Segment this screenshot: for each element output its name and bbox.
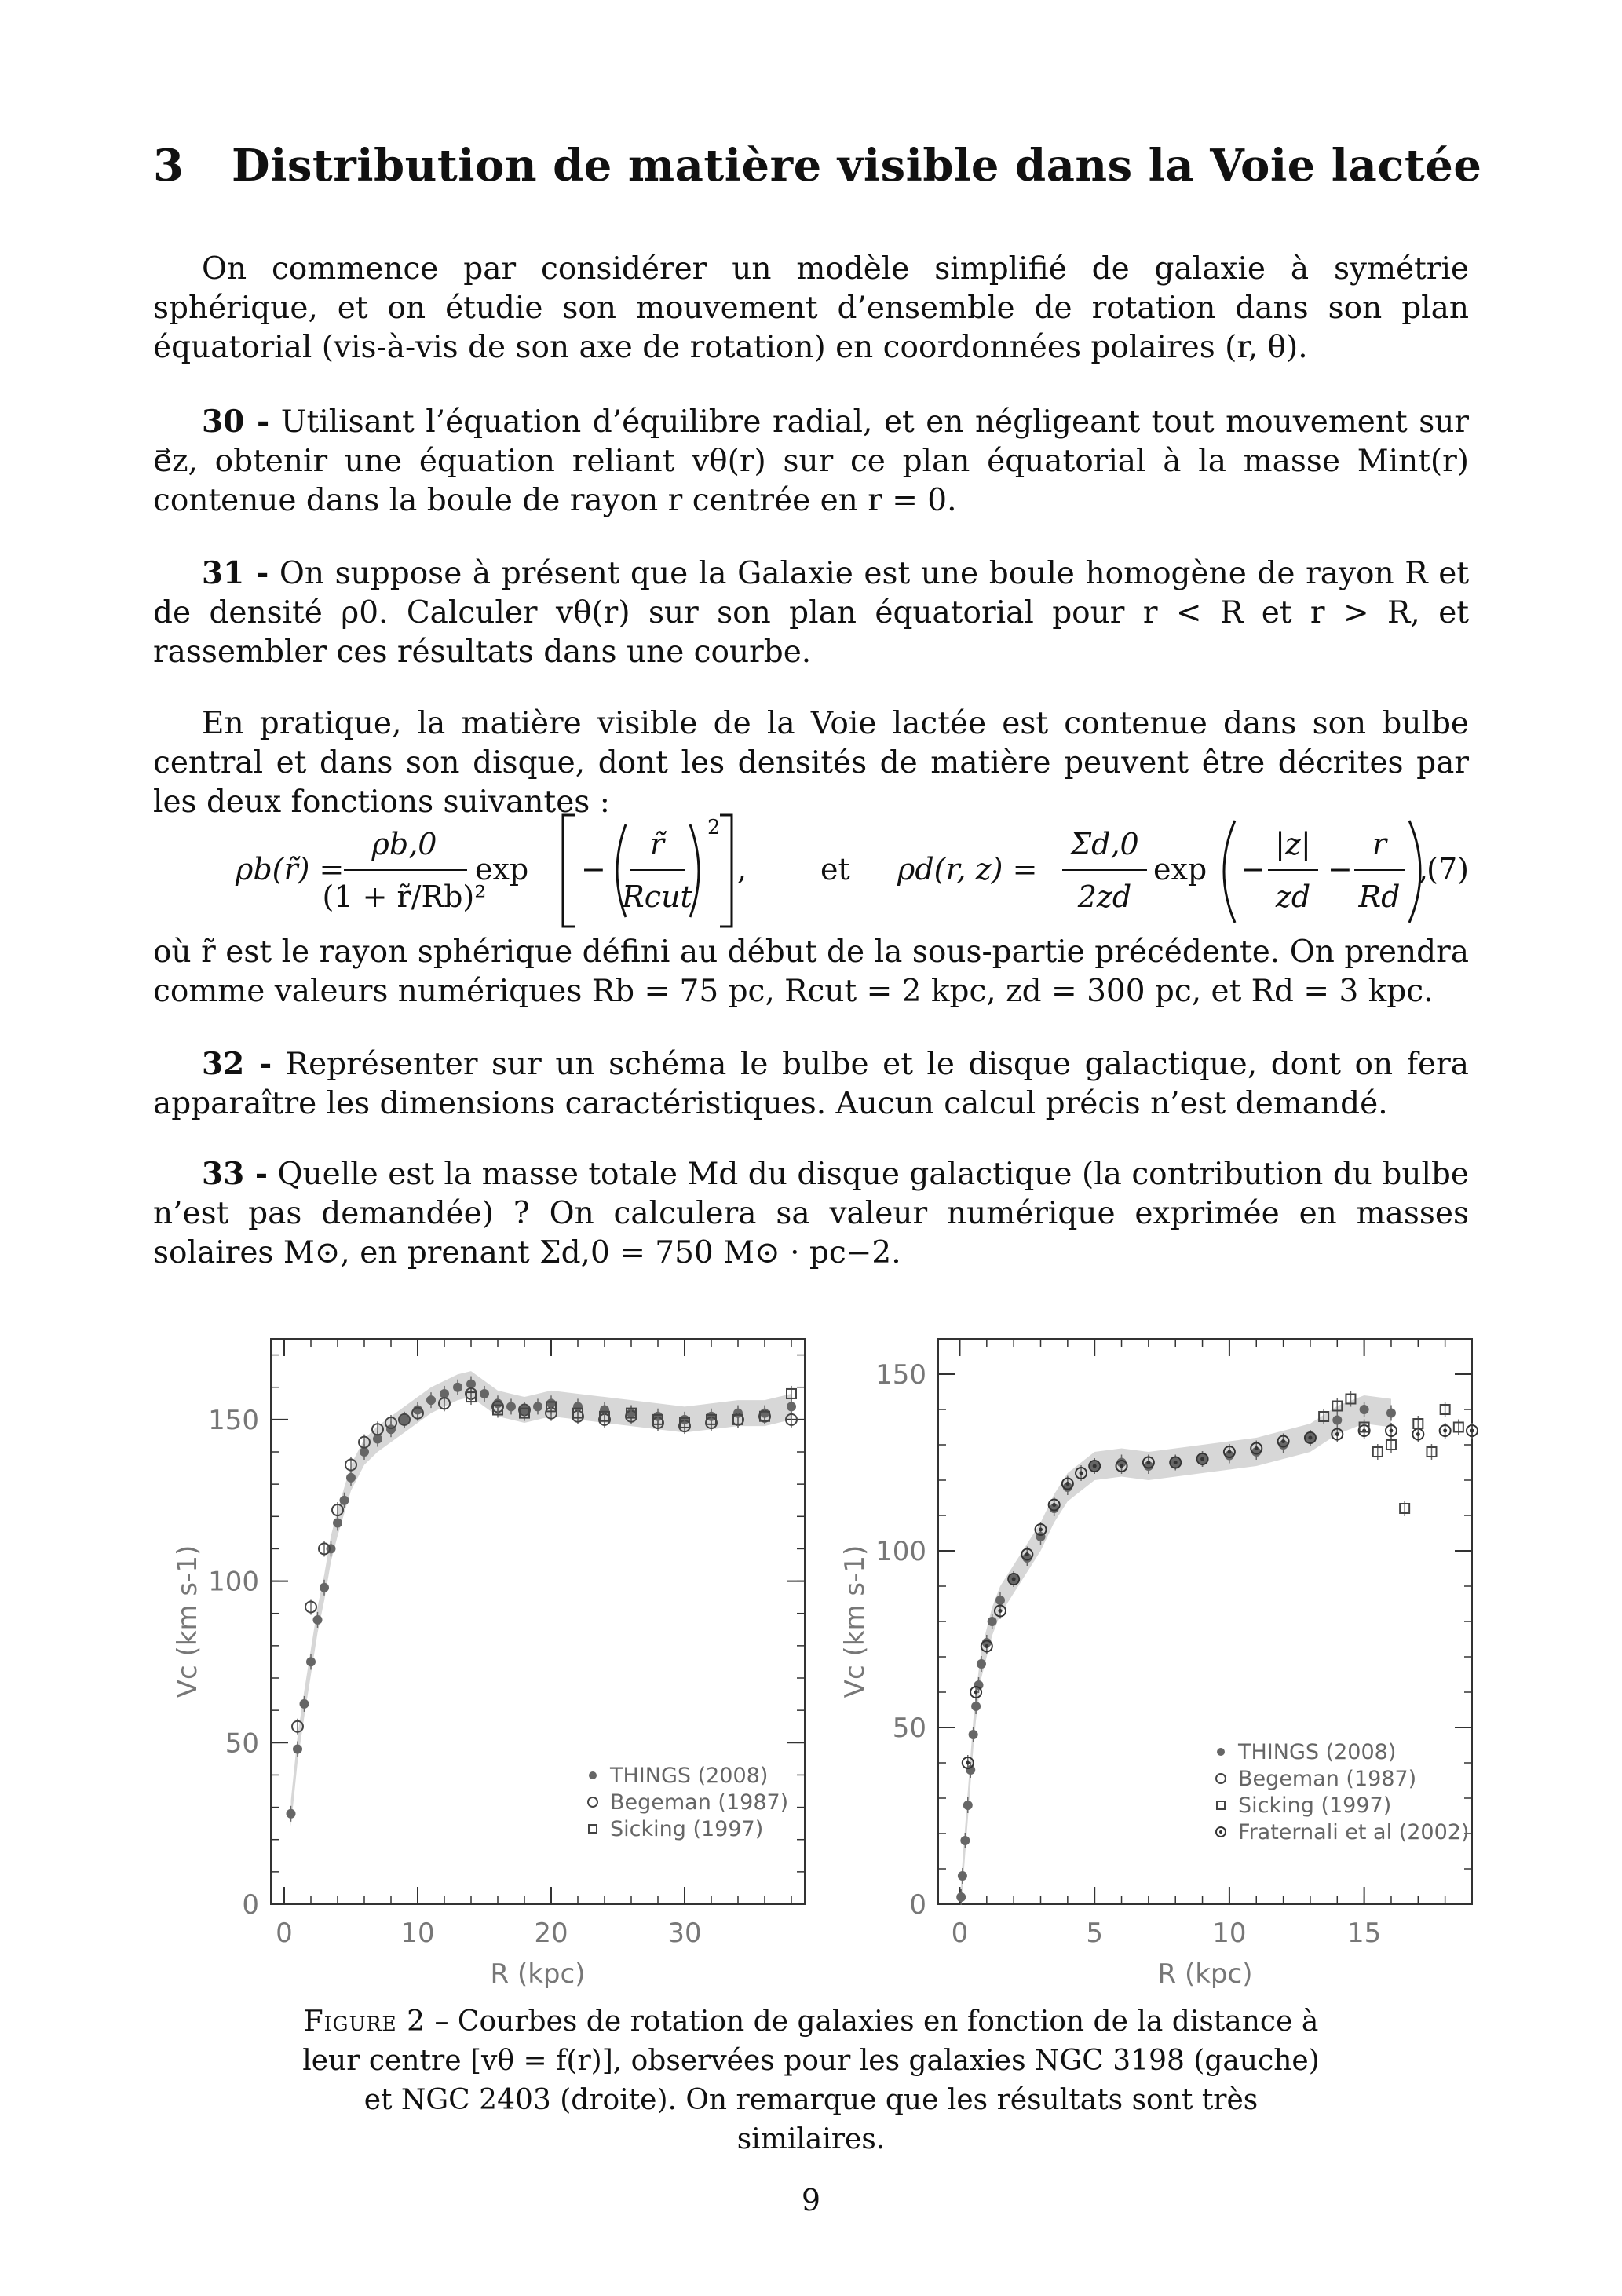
chart-panel-2 [839,1339,1478,1990]
frac1-numerator: |z| [1275,827,1311,861]
disk-minus-2: − [1328,852,1353,887]
data-point-fraternali-center [998,1609,1002,1613]
rho-d-numerator: Σd,0 [1070,827,1139,861]
figure-caption [298,2002,1324,2159]
question-33-number: 33 - [202,1156,269,1192]
data-point-things [971,1702,981,1711]
data-point-fraternali-center [1080,1472,1083,1475]
legend-label: Fraternali et al (2002) [1238,1820,1470,1844]
data-point-things [306,1657,316,1666]
data-point-things [453,1383,462,1392]
question-32-number: 32 - [202,1046,272,1082]
section-number: 3 [153,140,184,192]
x-axis-label: R (kpc) [1157,1958,1253,1990]
x-tick-label: 0 [951,1918,969,1949]
data-point-things [1386,1409,1396,1418]
x-tick-label: 10 [400,1918,435,1949]
data-point-things [340,1496,349,1505]
data-point-fraternali-center [1039,1528,1043,1532]
rho-b-denominator: (1 + r̃/Rb)² [322,879,487,914]
legend-label: Sicking (1997) [1238,1793,1392,1818]
data-point-things [480,1389,489,1398]
legend-label: THINGS (2008) [1238,1740,1397,1764]
data-point-things [287,1809,296,1819]
intro-text: On commence par considérer un modèle simplifié de galaxie à symétrie sphérique, et on étudie son mouvement d’ensemble de rotation dans son plan équatorial (vis-à-vis de son axe de rotation) en coordonnées polaires (r, θ). [153,251,1469,365]
data-point-fraternali-center [1308,1436,1312,1440]
y-tick-label: 0 [242,1889,259,1921]
data-point-fraternali-center [1093,1464,1097,1468]
y-tick-label: 150 [875,1359,926,1391]
et-word: et [820,852,850,887]
data-point-fraternali-center [1052,1503,1056,1507]
y-tick-label: 50 [892,1713,926,1744]
x-axis-label: R (kpc) [490,1958,586,1990]
square-exponent: 2 [707,816,721,839]
exp-1: exp [475,852,529,887]
y-tick-label: 50 [225,1727,259,1760]
data-point-things [300,1699,309,1709]
data-point-things [988,1617,997,1626]
question-31 [153,554,1469,672]
legend-marker-things [1217,1748,1225,1756]
data-point-fraternali-center [966,1761,970,1765]
after-equation-paragraph [153,933,1469,1011]
x-tick-label: 20 [534,1918,568,1949]
intro-paragraph [153,250,1469,367]
data-point-things [787,1402,796,1411]
data-point-fraternali-center [1443,1429,1447,1433]
data-point-fraternali-center [1281,1439,1285,1443]
frac2-numerator: r [1372,827,1387,861]
y-tick-label: 150 [208,1404,259,1436]
data-point-fraternali-center [974,1691,978,1695]
legend-marker-things [589,1771,597,1779]
disk-minus-1: − [1240,852,1266,887]
caption-text: – Courbes de rotation de galaxies en fonction de la distance à leur centre [vθ = f(r)], observées pour les galaxies NGC 3198 (gauche) et NGC 2403 (droite). On remarque que les résultats sont très similaires. [302,2005,1320,2155]
practice-text: En pratique, la matière visible de la Voie lactée est contenue dans son bulbe central et dans son disque, dont les densités de matière peuvent être décrites par les deux fonctions suivantes : [153,706,1469,820]
legend-label: Begeman (1987) [610,1790,789,1815]
page-number: 9 [801,2183,821,2217]
data-point-fraternali-center [985,1644,988,1648]
question-33 [153,1154,1469,1273]
question-31-number: 31 - [202,555,269,591]
question-30-number: 30 - [202,404,270,440]
figure-2 [0,1319,1622,2002]
inner-numerator: r̃ [649,827,665,861]
data-point-things [1332,1416,1342,1425]
data-point-fraternali-center [1174,1461,1178,1464]
comma-1: , [737,852,747,887]
x-tick-label: 30 [667,1918,702,1949]
data-point-fraternali-center [1146,1461,1150,1464]
data-point-things [1360,1405,1369,1414]
frac1-denominator: zd [1275,879,1311,914]
data-point-things [293,1745,302,1754]
section-heading [153,140,1482,192]
data-point-fraternali-center [1065,1482,1069,1486]
data-point-fraternali-center [1120,1464,1123,1468]
data-point-fraternali-center [1200,1457,1204,1461]
question-30-text: Utilisant l’équation d’équilibre radial, et en négligeant tout mouvement sur e⃗z, obtenir une équation reliant vθ(r) sur ce plan équatorial à la masse Mint(r) contenue dans la boule de rayon r centrée en r = 0. [153,404,1469,518]
data-point-things [966,1765,975,1775]
data-point-things [333,1519,342,1528]
y-axis-label: Vc (km s-1) [172,1545,203,1698]
data-point-things [346,1473,356,1483]
data-point-things [426,1395,436,1405]
data-point-things [960,1836,970,1845]
equation-label: (7) [1427,852,1469,887]
data-point-things [958,1871,967,1881]
legend-label: Sicking (1997) [610,1817,764,1841]
x-tick-label: 15 [1346,1918,1382,1949]
rho-b-lhs: ρb(r̃) = [236,852,345,887]
data-point-fraternali-center [1416,1432,1420,1436]
section-title-text: Distribution de matière visible dans la Voie lactée [232,140,1482,192]
data-point-fraternali-center [1012,1578,1016,1581]
data-point-fraternali-center [1025,1552,1029,1556]
x-tick-label: 5 [1086,1918,1104,1949]
question-32 [153,1044,1469,1124]
data-point-things [956,1892,966,1902]
x-tick-label: 0 [276,1918,293,1949]
question-30 [153,402,1469,521]
data-point-things [533,1402,542,1411]
data-point-fraternali-center [1255,1446,1259,1450]
data-point-fraternali-center [1389,1429,1393,1433]
question-31-text: On suppose à présent que la Galaxie est une boule homogène de rayon R et de densité ρ0. Calculer vθ(r) sur son plan équatorial pour r < R et r > R, et rassembler ces résultats dans une courbe. [153,556,1469,670]
legend-marker-fraternali-center [1219,1830,1222,1834]
exp-2: exp [1153,852,1207,887]
question-33-text: Quelle est la masse totale Md du disque galactique (la contribution du bulbe n’est pas demandée) ? On calculera sa valeur numérique exprimée en masses solaires M⊙, en prenant Σd,0 = 750 M⊙ · pc−2. [153,1157,1469,1270]
data-point-things [963,1801,973,1810]
y-tick-label: 0 [909,1889,926,1921]
caption-label: Figure 2 [303,2005,426,2038]
rho-d-lhs: ρd(r, z) = [897,852,1038,887]
data-point-fraternali-center [1227,1450,1231,1454]
data-point-things [974,1680,984,1690]
data-point-things [977,1659,986,1669]
data-point-fraternali-center [1470,1429,1474,1433]
data-point-things [969,1730,978,1739]
data-point-things [320,1583,329,1592]
question-32-text: Représenter sur un schéma le bulbe et le disque galactique, dont on fera apparaître les dimensions caractéristiques. Aucun calcul précis n’est demandé. [153,1047,1470,1121]
data-point-things [313,1615,323,1625]
comma-2: , [1419,852,1429,887]
y-tick-label: 100 [875,1536,926,1567]
y-tick-label: 100 [208,1566,259,1598]
data-point-things [506,1402,516,1411]
plot-frame [938,1339,1472,1904]
equation-7 [153,793,1469,950]
y-axis-label: Vc (km s-1) [839,1545,871,1698]
after-equation-text: où r̃ est le rayon sphérique défini au début de la sous-partie précédente. On prendra comme valeurs numériques Rb = 75 pc, Rcut = 2 kpc, zd = 300 pc, et Rd = 3 kpc. [153,934,1469,1009]
inner-minus: − [581,852,606,887]
inner-denominator: Rcut [622,879,692,914]
rho-d-denominator: 2zd [1077,879,1132,914]
legend-label: THINGS (2008) [610,1764,769,1788]
data-point-fraternali-center [1335,1432,1339,1436]
legend-label: Begeman (1987) [1238,1767,1417,1791]
rotation-curves-figure [0,1319,1622,2002]
rho-b-numerator: ρb,0 [371,827,437,861]
frac2-denominator: Rd [1358,879,1401,914]
chart-panel-1 [172,1339,805,1990]
x-tick-label: 10 [1212,1918,1247,1949]
